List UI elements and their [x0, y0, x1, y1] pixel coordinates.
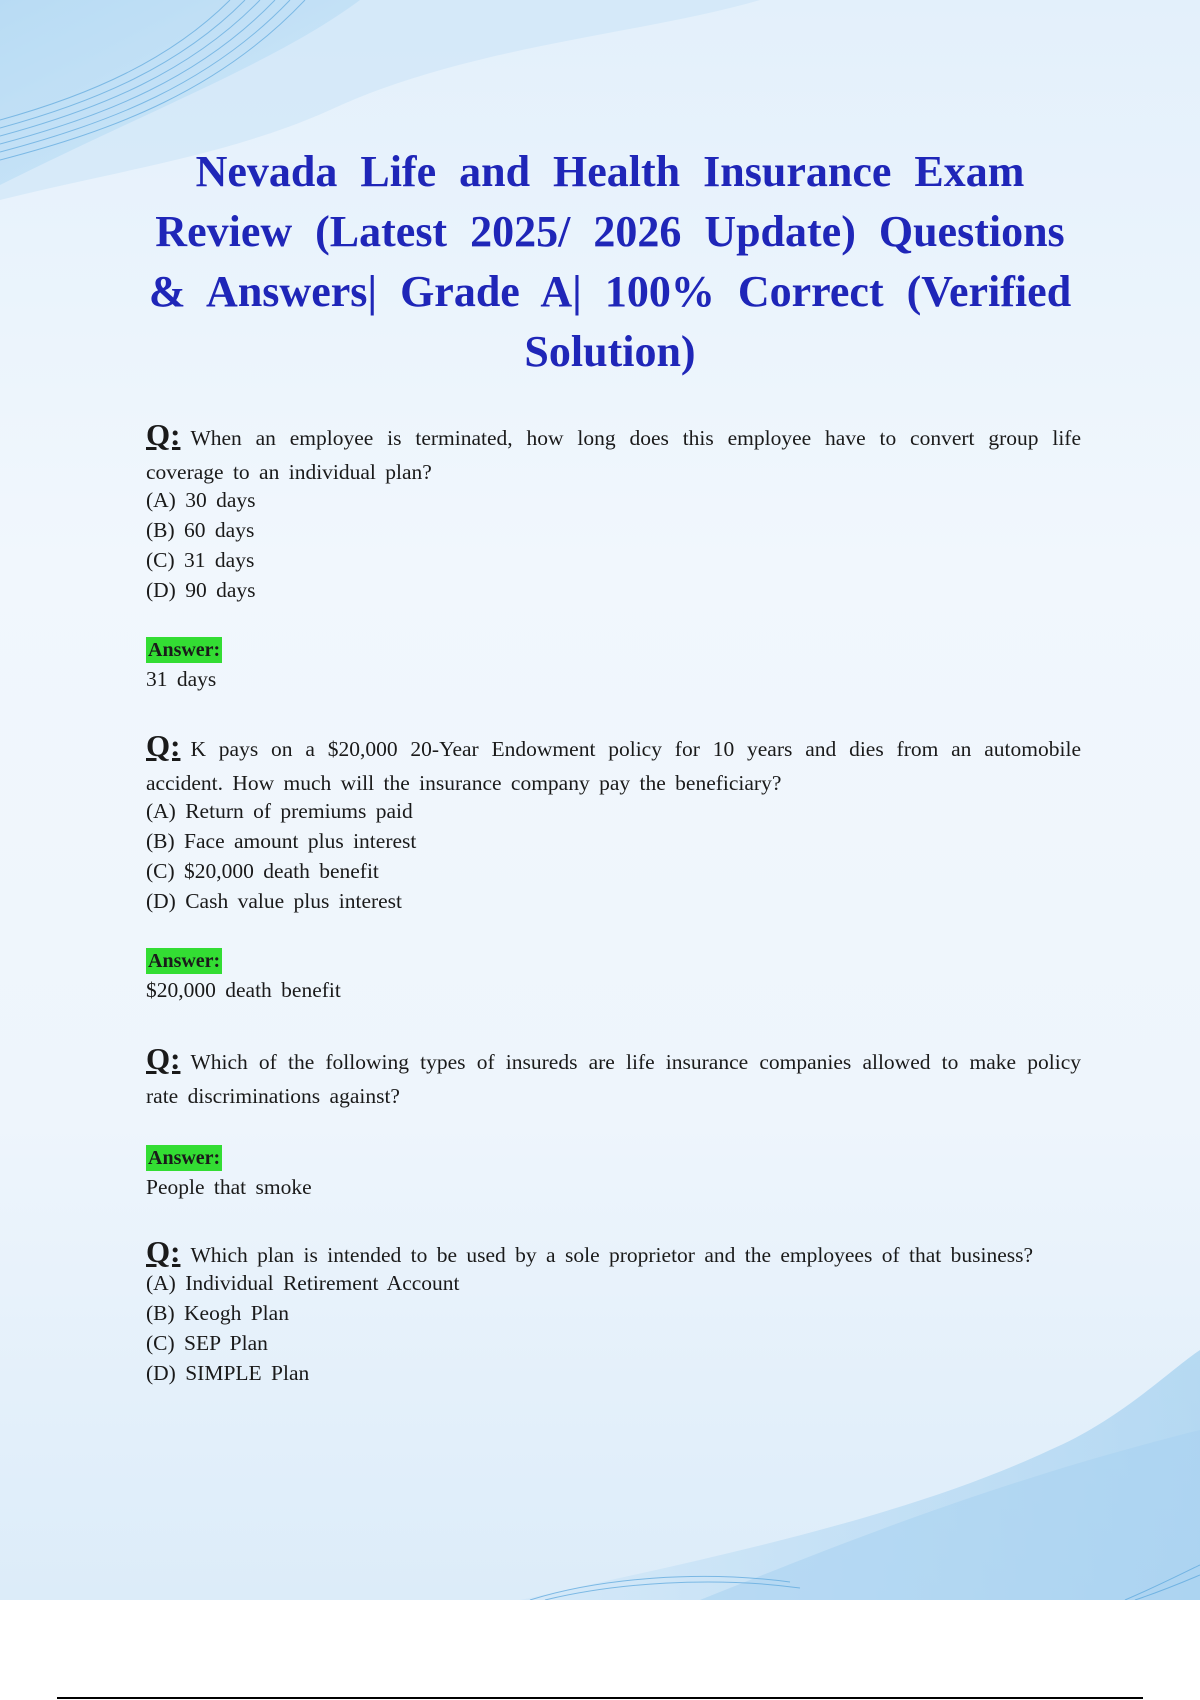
document-title: Nevada Life and Health Insurance Exam Review (Latest 2025/ 2026 Update) Questions & Answers| Grade A| 100% Correct (Verified Solution) — [148, 147, 1072, 376]
answer-label: Answer: — [148, 950, 221, 972]
qa-item-1 — [146, 418, 1081, 695]
option-b: (B) Keogh Plan — [146, 1301, 289, 1325]
question-label: Q: — [146, 417, 181, 452]
qa-list — [146, 418, 1081, 1388]
option-d: (D) SIMPLE Plan — [146, 1361, 310, 1385]
option-a: (A) Return of premiums paid — [146, 799, 413, 823]
question-text: Which plan is intended to be used by a sole proprietor and the employees of that business? — [190, 1243, 1034, 1267]
qa-item-3 — [146, 1042, 1081, 1203]
option-d: (D) 90 days — [146, 578, 256, 602]
question-label: Q: — [146, 1041, 181, 1076]
question — [146, 729, 1081, 800]
footer-divider — [57, 1697, 1143, 1699]
options-list — [146, 1268, 1081, 1388]
options-list — [146, 485, 1081, 605]
question — [146, 418, 1081, 489]
qa-item-4 — [146, 1235, 1081, 1388]
qa-item-2 — [146, 729, 1081, 1006]
question-text: K pays on a $20,000 20-Year Endowment policy for 10 years and dies from an automobile accident. How much will the insurance company pay the beneficiary? — [146, 737, 1081, 795]
option-c: (C) SEP Plan — [146, 1331, 268, 1355]
option-c: (C) $20,000 death benefit — [146, 859, 379, 883]
answer-label: Answer: — [148, 1147, 221, 1169]
question-text: When an employee is terminated, how long does this employee have to convert group life coverage to an individual plan? — [146, 426, 1081, 484]
question-label: Q: — [146, 1234, 181, 1269]
question-label: Q: — [146, 728, 181, 763]
option-a: (A) 30 days — [146, 488, 256, 512]
option-d: (D) Cash value plus interest — [146, 889, 403, 913]
question — [146, 1042, 1081, 1113]
answer-text: People that smoke — [146, 1175, 312, 1199]
option-a: (A) Individual Retirement Account — [146, 1271, 460, 1295]
options-list — [146, 796, 1081, 916]
answer-text: 31 days — [146, 667, 217, 691]
question — [146, 1235, 1081, 1272]
answer-text: $20,000 death benefit — [146, 978, 341, 1002]
option-b: (B) 60 days — [146, 518, 255, 542]
option-b: (B) Face amount plus interest — [146, 829, 417, 853]
answer-label: Answer: — [148, 639, 221, 661]
option-c: (C) 31 days — [146, 548, 255, 572]
question-text: Which of the following types of insureds are life insurance companies allowed to make policy rate discriminations against? — [146, 1050, 1081, 1108]
